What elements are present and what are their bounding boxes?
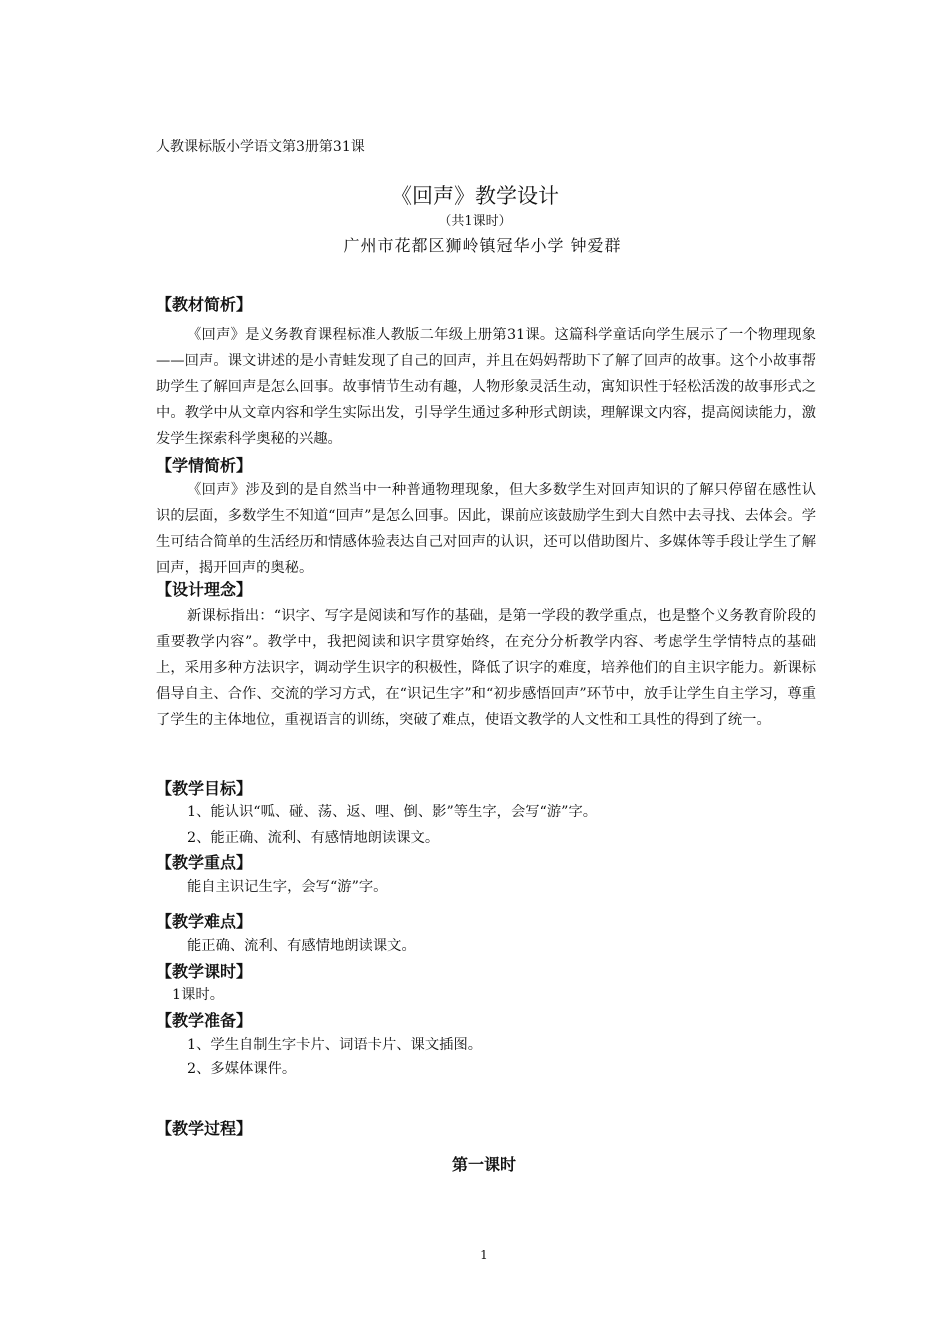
student-analysis-paragraph: 《回声》涉及到的是自然当中一种普通物理现象，但大多数学生对回声知识的了解只停留在感性认识的层面，多数学生不知道“回声”是怎么回事。因此，课前应该鼓励学生到大自然中去寻找、去体会。学生可结合简单的生活经历和情感体验表达自己对回声的认识，还可以借助图片、多媒体等手段让学生了解回声，揭开回声的奥秘。 <box>156 482 816 576</box>
document-title: 《回声》教学设计 <box>391 184 559 208</box>
class-hours-text: 1课时。 <box>172 987 224 1003</box>
preparation-item-1: 1、学生自制生字卡片、词语卡片、课文插图。 <box>187 1037 483 1053</box>
section-heading-textbook-analysis: 【教材简析】 <box>156 295 253 314</box>
section-heading-student-analysis: 【学情简析】 <box>156 456 253 475</box>
key-points-text: 能自主识记生字，会写“游”字。 <box>187 879 388 895</box>
author-line: 广州市花都区狮岭镇冠华小学 钟爱群 <box>343 236 622 255</box>
section-heading-class-hours: 【教学课时】 <box>156 962 253 981</box>
design-concept-paragraph: 新课标指出：“识字、写字是阅读和写作的基础，是第一学段的教学重点，也是整个义务教育阶段的重要教学内容”。教学中，我把阅读和识字贯穿始终，在充分分析教学内容、考虑学生学情特点的基础上，采用多种方法识字，调动学生识字的积极性，降低了识字的难度，培养他们的自主识字能力。新课标倡导自主、合作、交流的学习方式，在“识记生字”和“初步感悟回声”环节中，放手让学生自主学习，尊重了学生的主体地位，重视语言的训练，突破了难点，使语文教学的人文性和工具性的得到了统一。 <box>156 608 816 728</box>
section-heading-process: 【教学过程】 <box>156 1119 253 1138</box>
page-number: 1 <box>480 1248 488 1262</box>
section-heading-design-concept: 【设计理念】 <box>156 580 253 599</box>
objective-item-1: 1、能认识“呱、碰、荡、返、哩、倒、影”等生字，会写“游”字。 <box>187 804 598 820</box>
document-subtitle: （共1课时） <box>438 214 512 229</box>
section-heading-difficulties: 【教学难点】 <box>156 912 253 931</box>
first-lesson-heading: 第一课时 <box>451 1155 516 1174</box>
objective-item-2: 2、能正确、流利、有感情地朗读课文。 <box>187 830 440 846</box>
preparation-item-2: 2、多媒体课件。 <box>187 1061 297 1077</box>
section-heading-key-points: 【教学重点】 <box>156 853 253 872</box>
section-heading-objectives: 【教学目标】 <box>156 779 253 798</box>
section-heading-preparation: 【教学准备】 <box>156 1011 253 1030</box>
difficulties-text: 能正确、流利、有感情地朗读课文。 <box>187 938 416 954</box>
textbook-analysis-paragraph: 《回声》是义务教育课程标准人教版二年级上册第31课。这篇科学童话向学生展示了一个物理现象——回声。课文讲述的是小青蛙发现了自己的回声，并且在妈妈帮助下了解了回声的故事。这个小故事帮助学生了解回声是怎么回事。故事情节生动有趣，人物形象灵活生动，寓知识性于轻松活泼的故事形式之中。教学中从文章内容和学生实际出发，引导学生通过多种形式朗读，理解课文内容，提高阅读能力，激发学生探索科学奥秘的兴趣。 <box>156 327 816 447</box>
course-header: 人教课标版小学语文第3册第31课 <box>156 139 365 155</box>
